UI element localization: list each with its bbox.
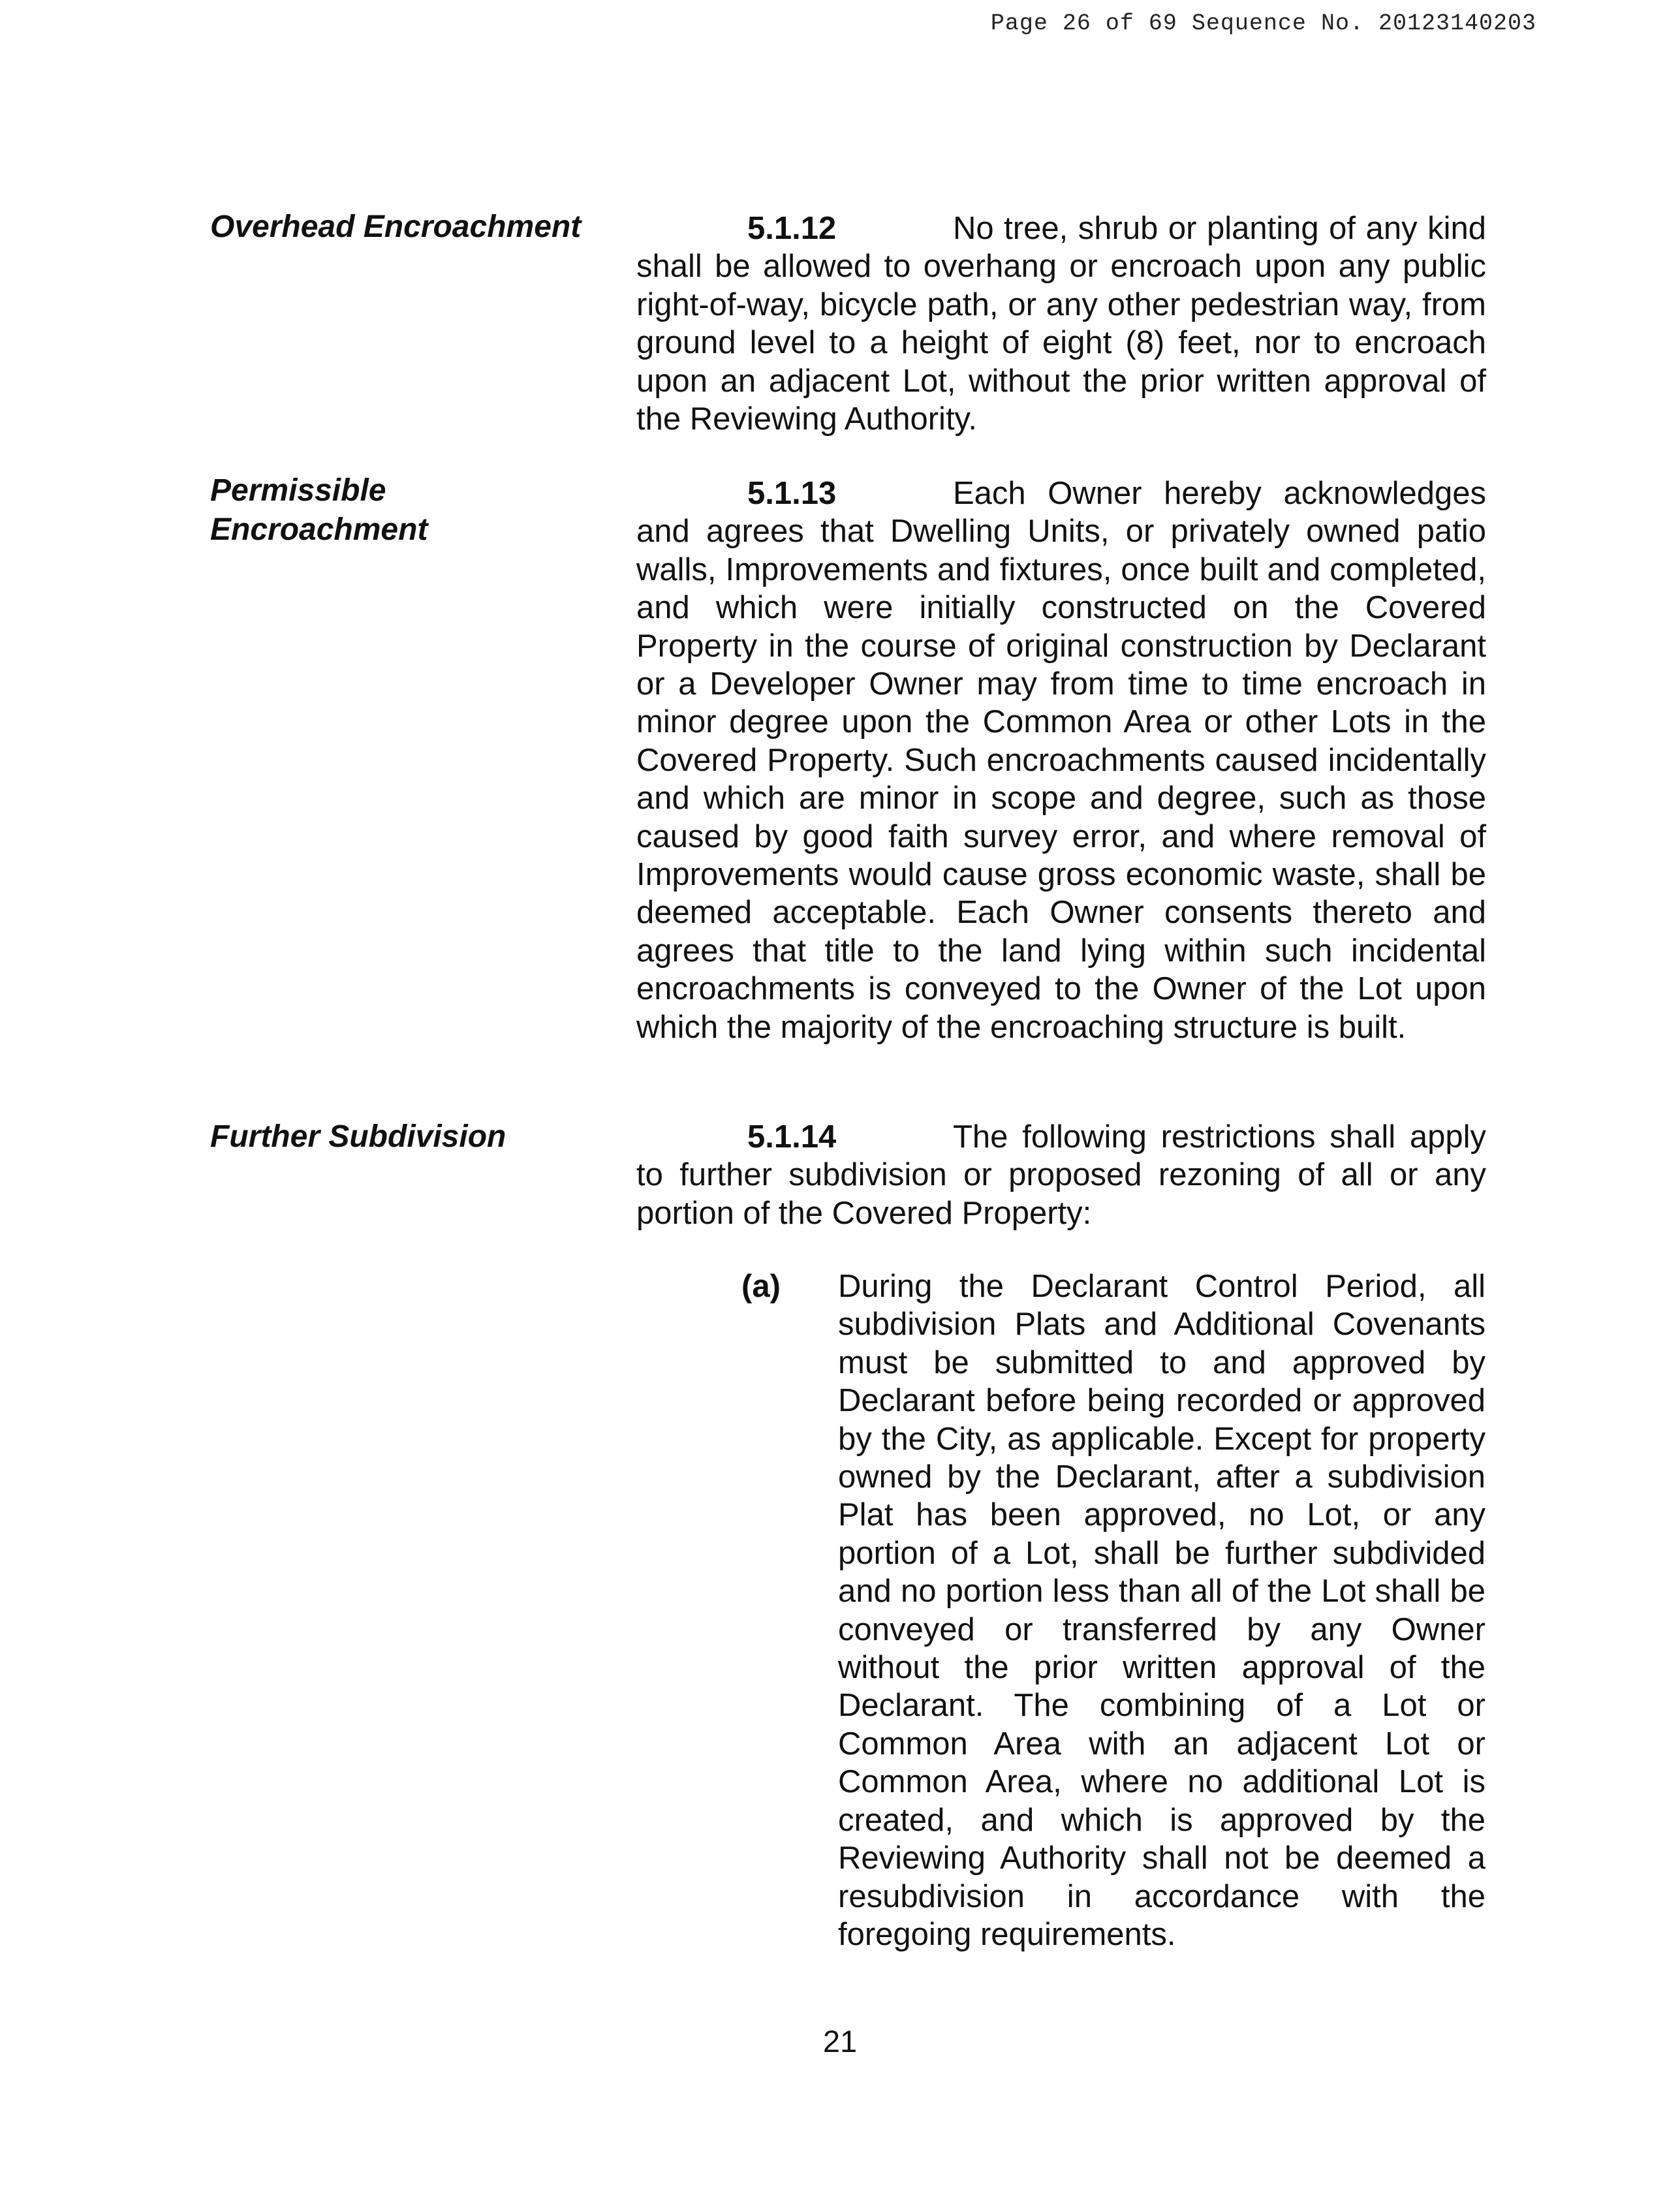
section-heading-permissible-encroachment xyxy=(210,471,628,550)
page-header: Page 26 of 69 Sequence No. 20123140203 xyxy=(990,10,1536,37)
section-heading-overhead-encroachment xyxy=(210,208,628,247)
sub-item-marker: (a) xyxy=(741,1269,781,1304)
section-number: 5.1.14 xyxy=(747,1119,837,1155)
section-5-1-14 xyxy=(636,1118,1486,1232)
section-text: Each Owner hereby acknowledges and agrees that Dwelling Units, or privately owned patio walls, Improvements and fixtures, once built and completed, and which were initially constructed on the Covered Property in the course of original construction by Declarant or a Developer Owner may from time to time encroach in minor degree upon the Common Area or other Lots in the Covered Property. Such encroachments caused incidentally and which are minor in scope and degree, such as those caused by good faith survey error, and where removal of Improvements would cause gross economic waste, shall be deemed acceptable. Each Owner consents thereto and agrees that title to the land lying within such incidental encroachments is conveyed to the Owner of the Lot upon which the majority of the encroaching structure is built. xyxy=(636,476,1486,1045)
sub-item-a xyxy=(741,1267,1486,1953)
page-number: 21 xyxy=(822,2024,858,2059)
sub-item-text: During the Declarant Control Period, all subdivision Plats and Additional Covenants must be submitted to and approved by Declarant before being recorded or approved by the City, as applicable. Except for property owned by the Declarant, after a subdivision Plat has been approved, no Lot, or any portion of a Lot, shall be further subdivided and no portion less than all of the Lot shall be conveyed or transferred by any Owner without the prior written approval of the Declarant. The combining of a Lot or Common Area with an adjacent Lot or Common Area, where no additional Lot is created, and which is approved by the Reviewing Authority shall not be deemed a resubdivision in accordance with the foregoing requirements. xyxy=(838,1269,1486,1952)
section-heading-line: Permissible xyxy=(210,473,386,508)
section-heading-line: Further Subdivision xyxy=(210,1119,506,1154)
section-heading-further-subdivision xyxy=(210,1117,628,1157)
section-heading-line: Overhead Encroachment xyxy=(210,210,582,244)
section-text: The following restrictions shall apply to further subdivision or proposed rezoning of all or any portion of the Covered Property: xyxy=(636,1119,1486,1231)
section-number: 5.1.13 xyxy=(747,476,837,511)
section-5-1-12 xyxy=(636,210,1486,438)
section-5-1-13 xyxy=(636,474,1486,1046)
section-heading-line: Encroachment xyxy=(210,512,428,547)
section-number: 5.1.12 xyxy=(747,211,837,246)
section-text: No tree, shrub or planting of any kind shall be allowed to overhang or encroach upon any public right-of-way, bicycle path, or any other pedestrian way, from ground level to a height of eight (8) feet, nor to encroach upon an adjacent Lot, without the prior written approval of the Reviewing Authority. xyxy=(636,211,1486,437)
